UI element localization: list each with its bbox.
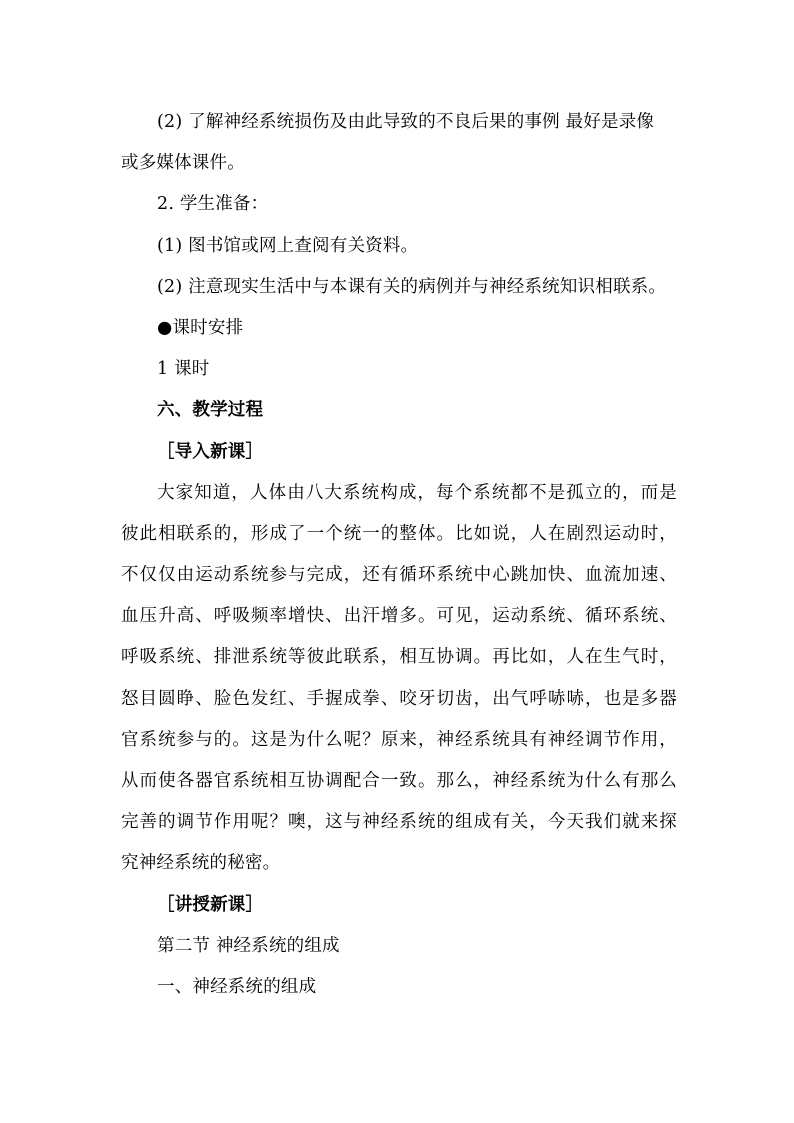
document-body [121, 102, 677, 1008]
new-lesson-heading: ［讲授新课］ [157, 894, 264, 915]
paragraph-line: 完善的调节作用呢？噢，这与神经系统的组成有关，今天我们就来探 [121, 812, 677, 833]
prep-item-2-line-2: 或多媒体课件。 [121, 153, 245, 174]
intro-heading: ［导入新课］ [157, 441, 264, 462]
student-prep-item-2: (2) 注意现实生活中与本课有关的病例并与神经系统知识相联系。 [157, 276, 667, 297]
prep-item-2-line-1: (2) 了解神经系统损伤及由此导致的不良后果的事例 最好是录像 [157, 112, 655, 132]
paragraph-line: 呼吸系统、排泄系统等彼此联系，相互协调。再比如，人在生气时， [121, 647, 677, 668]
process-heading: 六、教学过程 [157, 400, 264, 421]
paragraph-line: 官系统参与的。这是为什么呢？原来，神经系统具有神经调节作用， [121, 729, 677, 750]
subsection-title: 一、神经系统的组成 [157, 976, 317, 997]
student-prep-heading: 2. 学生准备： [157, 194, 269, 215]
intro-paragraph [121, 473, 677, 885]
paragraph-line: 彼此相联系的，形成了一个统一的整体。比如说，人在剧烈运动时， [121, 523, 677, 544]
student-prep-item-1: (1) 图书馆或网上查阅有关资料。 [157, 235, 419, 256]
section-title: 第二节 神经系统的组成 [157, 935, 340, 956]
paragraph-line: 血压升高、呼吸频率增快、出汗增多。可见，运动系统、循环系统、 [121, 606, 677, 627]
schedule-heading: ●课时安排 [157, 317, 244, 338]
paragraph-line: 从而使各器官系统相互协调配合一致。那么，神经系统为什么有那么 [121, 771, 677, 791]
schedule-value: 1 课时 [157, 359, 210, 380]
paragraph-line: 大家知道，人体由八大系统构成，每个系统都不是孤立的，而是 [157, 482, 677, 503]
paragraph-line: 究神经系统的秘密。 [121, 853, 281, 874]
paragraph-line: 怒目圆睁、脸色发红、手握成拳、咬牙切齿，出气呼哧哧，也是多器 [121, 688, 677, 709]
paragraph-line: 不仅仅由运动系统参与完成，还有循环系统中心跳加快、血流加速、 [121, 565, 677, 586]
